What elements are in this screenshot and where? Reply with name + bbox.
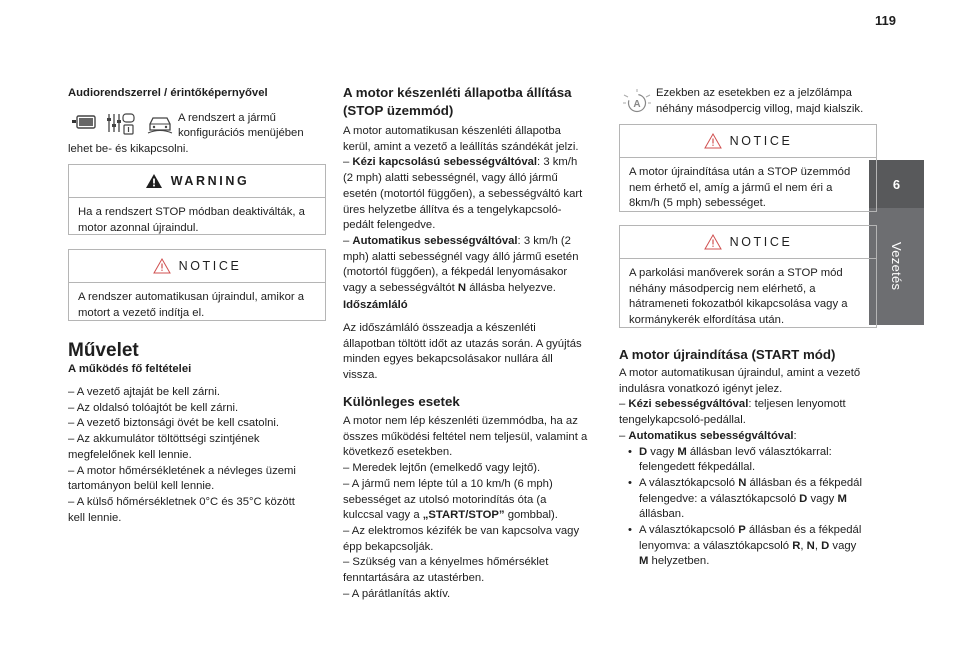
chapter-tab xyxy=(869,160,924,325)
notice-line: A motor újraindítása után a STOP üzemmód xyxy=(629,166,851,178)
stop-body xyxy=(343,124,599,297)
auto-line: vagy a sebességváltót N állásba helyezve. xyxy=(343,282,556,295)
special-line: összes működési feltétel nem teljesül, valamint a xyxy=(343,430,588,443)
notice-line: A parkolási manőverek során a STOP mód xyxy=(629,267,843,279)
special-body xyxy=(343,414,599,602)
list-item: – A vezető ajtaját be kell zárni. xyxy=(68,386,220,398)
timer-line: állapotban töltött időt az utazás során. A gyújtás xyxy=(343,337,582,350)
bullet-item: felengedve: a választókapcsoló D vagy M xyxy=(639,492,847,505)
lamp-text: Ezekben az esetekben ez a jelzőlámpa xyxy=(656,87,852,99)
special-line: kulccsal vagy a „START/STOP” gombbal). xyxy=(343,509,558,522)
bullet-item: • A választókapcsoló N állásban és a fékpedál xyxy=(628,476,862,489)
special-line: – Szükség van a kényelmes hőmérséklet xyxy=(343,556,549,569)
auto-line: mph) alatti sebességnél vagy álló jármű esetén xyxy=(343,250,579,263)
timer-line: minden egyes bekapcsolásakor nullára áll xyxy=(343,353,553,366)
stop-intro: A motor automatikusan készenléti állapotba xyxy=(343,125,561,137)
notice-title: NOTICE xyxy=(729,235,793,249)
manual-label: Kézi kapcsolású sebességváltóval xyxy=(352,156,538,169)
bullet-item: lenyomva: a választókapcsoló R, N, D vagy xyxy=(639,539,857,552)
notice-header xyxy=(620,226,876,259)
manual-line: üres helyzetbe állítva és a tengelykapcsoló- xyxy=(343,203,562,216)
bullet-item: felengedett fékpedállal. xyxy=(639,461,756,474)
auto-line: – Automatikus sebességváltóval: 3 km/h (2 xyxy=(343,234,571,247)
page-number: 119 xyxy=(875,13,896,28)
stop-title-2: (STOP üzemmód) xyxy=(343,103,454,118)
notice-title: NOTICE xyxy=(729,134,793,148)
start-intro: A motor automatikusan újraindul, amint a vezető xyxy=(619,367,861,379)
section-title: Művelet xyxy=(68,340,139,361)
warning-header xyxy=(69,165,325,198)
icon-text-3: lehet be- és kikapcsolni. xyxy=(68,143,189,155)
manual-line: (2 mph) alatti sebességnél, vagy álló jármű xyxy=(343,172,558,185)
warning-title: WARNING xyxy=(170,174,250,188)
notice-line: néhány másodpercig nem elérhető, a xyxy=(629,282,816,295)
warning-box xyxy=(68,164,326,235)
manual-line: pedált felengedve. xyxy=(343,219,436,232)
special-line: következő esetekben. xyxy=(343,446,453,459)
icon-text-2: konfigurációs menüjében xyxy=(178,127,304,139)
conditions-heading: A működés fő feltételei xyxy=(68,363,192,375)
notice-line: kormánykerék elfordítása után. xyxy=(629,314,785,327)
touchscreen-icon xyxy=(72,114,98,134)
svg-text:A: A xyxy=(633,99,641,110)
icon-row xyxy=(72,112,176,136)
special-line: – A jármű nem lépte túl a 10 km/h (6 mph) xyxy=(343,477,553,490)
auto-line: (motortól függően), a fékpedál lenyomásakor xyxy=(343,266,568,279)
manual-line: – Kézi sebességváltóval: teljesen lenyomott xyxy=(619,398,846,411)
notice-header xyxy=(620,125,876,158)
notice-line-2: motort a vezető indítja el. xyxy=(78,306,205,319)
list-item: – Az akkumulátor töltöttségi szintjének xyxy=(68,433,260,446)
list-item: – Az oldalsó tolóajtót be kell zárni. xyxy=(68,401,239,414)
special-line: A motor nem lép készenléti üzemmódba, ha az xyxy=(343,415,578,427)
notice-line: hátrameneti fokozatból kikapcsolása vagy a xyxy=(629,298,848,311)
stop-title-1: A motor készenléti állapotba állítása xyxy=(343,85,572,100)
notice-triangle-icon xyxy=(704,234,722,250)
car-icon xyxy=(146,114,174,136)
timer-line: vissza. xyxy=(343,369,378,382)
bullet-item: állásban. xyxy=(639,508,685,521)
manual-line: esetén (motortól függően), a sebességváltó kart xyxy=(343,187,583,200)
icon-text-1: A rendszert a jármű xyxy=(178,112,276,124)
special-line: épp bekapcsolják. xyxy=(343,540,434,553)
special-heading: Különleges esetek xyxy=(343,394,460,409)
notice-header xyxy=(69,250,325,283)
special-line: sebességet az utolsó motorindítás óta (a xyxy=(343,493,547,506)
start-body xyxy=(619,366,877,570)
notice-line: 8km/h (5 mph) sebességet. xyxy=(629,197,766,210)
warning-triangle-icon xyxy=(145,173,163,189)
auto-stop-icon xyxy=(622,88,652,116)
notice-title: NOTICE xyxy=(178,259,242,273)
bullet-item: M helyzetben. xyxy=(639,555,710,568)
notice-line: nem érhető el, amíg a jármű el nem éri a xyxy=(629,181,833,194)
warning-line-2: motor azonnal újraindul. xyxy=(78,221,199,234)
conditions-list xyxy=(68,385,326,526)
list-item: – A vezető biztonsági övét be kell csatolni. xyxy=(68,417,280,430)
manual-label: Kézi sebességváltóval xyxy=(628,398,749,411)
auto-label: Automatikus sebességváltóval xyxy=(628,429,794,442)
timer-heading: Időszámláló xyxy=(343,299,408,311)
notice-box xyxy=(68,249,326,321)
auto-line: – Automatikus sebességváltóval: xyxy=(619,429,797,442)
notice-triangle-icon xyxy=(704,133,722,149)
notice-line-1: A rendszer automatikusan újraindul, amikor a xyxy=(78,291,305,303)
special-line: – Az elektromos kézifék be van kapcsolva vagy xyxy=(343,524,580,537)
notice-box-2 xyxy=(619,225,877,328)
special-line: – Meredek lejtőn (emelkedő vagy lejtő). xyxy=(343,462,541,475)
start-intro: indulásra vonatkozó igényt jelez. xyxy=(619,382,783,395)
stop-intro: kerül, amint a vezető a leállítás szándékát jelzi. xyxy=(343,140,579,153)
list-item: tartományon belül kell lennie. xyxy=(68,480,215,493)
warning-line-1: Ha a rendszert STOP módban deaktiválták, a xyxy=(78,206,305,218)
chapter-label: Vezetés xyxy=(889,242,904,291)
notice-box-1 xyxy=(619,124,877,212)
manual-line: tengelykapcsoló-pedállal. xyxy=(619,414,746,427)
auto-label: Automatikus sebességváltóval xyxy=(352,234,518,247)
manual-line: – Kézi kapcsolású sebességváltóval: 3 km/h xyxy=(343,156,578,169)
audio-heading: Audiorendszerrel / érintőképernyővel xyxy=(68,87,268,99)
settings-icon xyxy=(104,112,136,136)
list-item: megfelelőnek kell lennie. xyxy=(68,448,192,461)
lamp-text: néhány másodpercig villog, majd kialszik. xyxy=(656,103,864,115)
list-item: kell lennie. xyxy=(68,511,122,524)
special-line: – A párátlanítás aktív. xyxy=(343,587,451,600)
bullet-item: • A választókapcsoló P állásban és a fékpedál xyxy=(628,524,862,537)
list-item: – A motor hőmérsékletének a névleges üzemi xyxy=(68,464,296,477)
list-item: – A külső hőmérsékletnek 0°C és 35°C között xyxy=(68,495,295,508)
bullet-item: • D vagy M állásban levő választókarral: xyxy=(628,445,832,458)
timer-line: Az időszámláló összeadja a készenléti xyxy=(343,322,536,334)
special-line: fenntartására az utastérben. xyxy=(343,572,485,585)
start-heading: A motor újraindítása (START mód) xyxy=(619,347,836,362)
timer-body xyxy=(343,321,599,384)
notice-triangle-icon xyxy=(153,258,171,274)
chapter-number: 6 xyxy=(869,160,924,208)
